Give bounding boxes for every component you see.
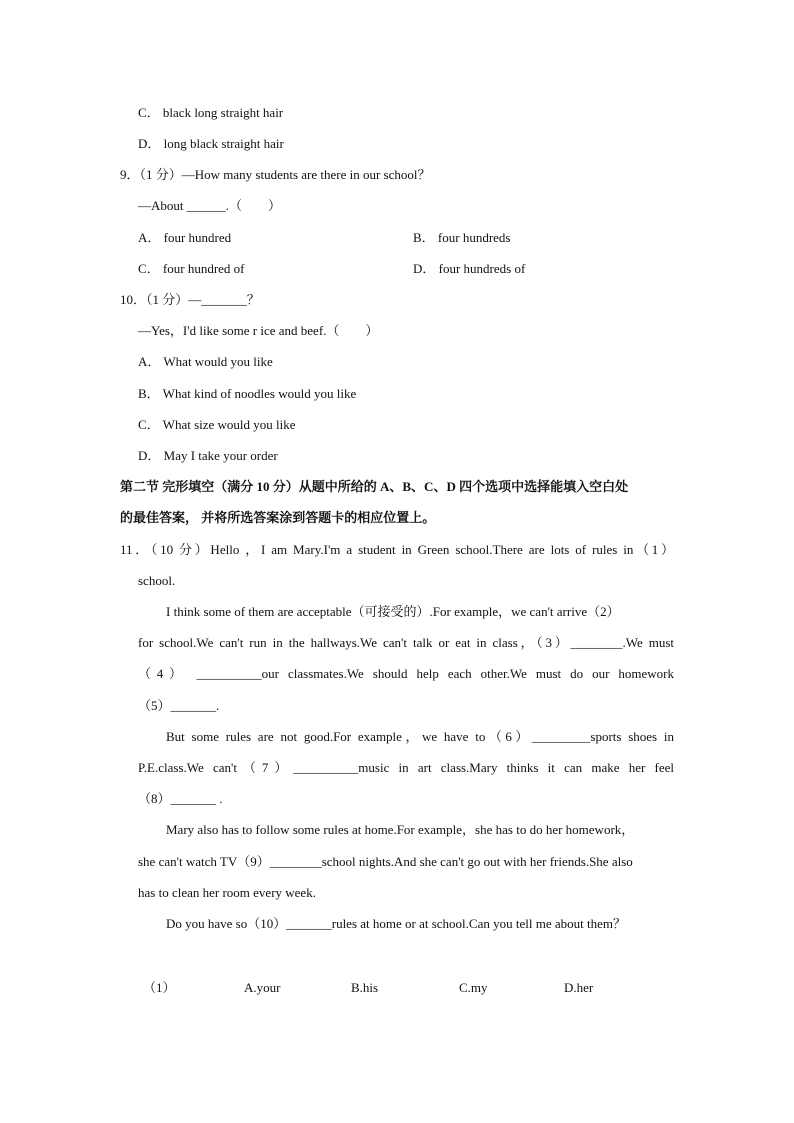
q9-answer-line: —About ______.（ ） xyxy=(138,198,282,213)
q11-line-3: I think some of them are acceptable（可接受的）.For example，we can't arrive（2） xyxy=(166,604,620,619)
q9-stem: 9．（1 分）—How many students are there in our school？ xyxy=(120,167,431,182)
q11-line-9: （8）_______ . xyxy=(138,791,223,806)
q11-line-11: she can't watch TV（9）________school nights.And she can't go out with her friends.She also xyxy=(138,854,633,869)
choice-1-option-a: A.your xyxy=(244,980,281,995)
choice-1-number: （1） xyxy=(143,980,176,995)
choice-1-option-d: D.her xyxy=(564,980,594,995)
q10-answer-line: —Yes，I'd like some r ice and beef.（ ） xyxy=(138,323,379,338)
q11-line-10: Mary also has to follow some rules at home.For example，she has to do her homework， xyxy=(166,822,635,837)
q11-line-12: has to clean her room every week. xyxy=(138,885,316,900)
q11-line-7: But some rules are not good.For example，we have to（6）_________sports shoes in xyxy=(166,729,674,744)
q10-option-d: D． May I take your order xyxy=(138,448,278,463)
q11-line-13: Do you have so（10）_______rules at home or at school.Can you tell me about them？ xyxy=(166,916,626,931)
q9-option-a: A． four hundred xyxy=(138,230,232,245)
choice-1-option-b: B.his xyxy=(351,980,379,995)
choice-1-option-c: C.my xyxy=(459,980,488,995)
q10-option-a: A． What would you like xyxy=(138,354,273,369)
q11-line-2: school. xyxy=(138,573,176,588)
q11-line-8: P.E.class.We can't（7）__________music in art class.Mary thinks it can make her feel xyxy=(138,760,674,775)
q10-option-c: C． What size would you like xyxy=(138,417,296,432)
q9-option-b: B． four hundreds xyxy=(413,230,511,245)
q9-option-d: D． four hundreds of xyxy=(413,261,526,276)
q9-option-c: C． four hundred of xyxy=(138,261,245,276)
q8-option-c: C． black long straight hair xyxy=(138,105,284,120)
q10-option-b: B． What kind of noodles would you like xyxy=(138,386,357,401)
q8-option-d: D． long black straight hair xyxy=(138,136,284,151)
q11-line-4: for school.We can't run in the hallways.We can't talk or eat in class，（3）________.We must xyxy=(138,635,674,650)
q11-line-6: （5）_______. xyxy=(138,698,220,713)
q11-line-1: 11．（10 分）Hello ，I am Mary.I'm a student in Green school.There are lots of rules in（1） xyxy=(120,542,674,557)
section-heading-line2: 的最佳答案， 并将所选答案涂到答题卡的相应位置上。 xyxy=(120,510,436,525)
q11-line-5: （4） __________our classmates.We should help each other.We must do our homework xyxy=(138,666,674,681)
section-heading-line1: 第二节 完形填空（满分 10 分）从题中所给的 A、B、C、D 四个选项中选择能填入空白处 xyxy=(120,479,629,494)
q10-stem: 10．（1 分）—_______？ xyxy=(120,292,260,307)
